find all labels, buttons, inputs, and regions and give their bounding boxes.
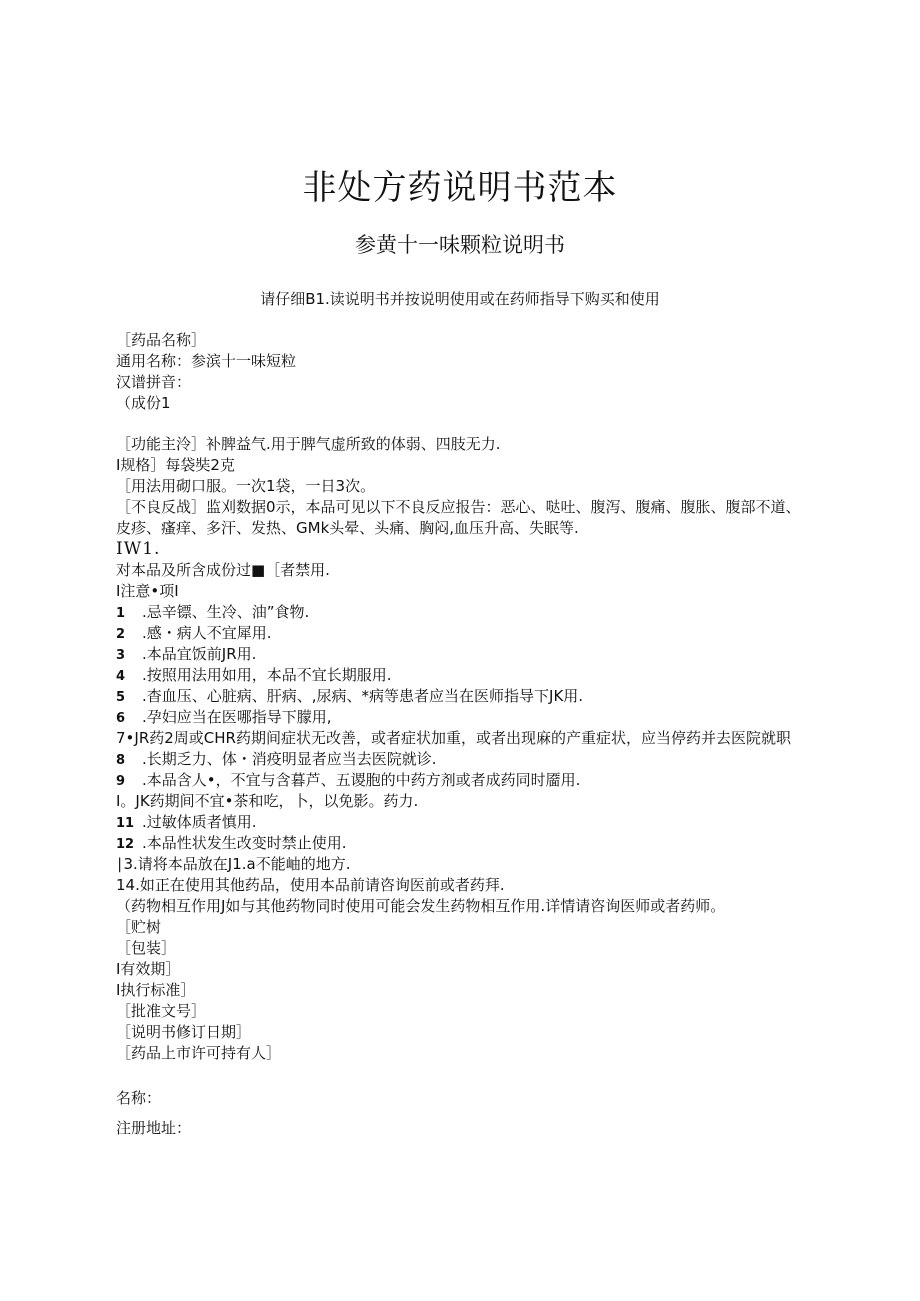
list-item: 6 .孕妇应当在医哪指导下朦用, xyxy=(116,708,332,726)
list-item: 8 .长期乏力、体・消疫明显者应当去医院就诊. xyxy=(116,750,437,768)
expiry-header: I有效期］ xyxy=(116,960,181,978)
usage-notice: 请仔细B1.读说明书并按说明使用或在药师指导下购买和使用 xyxy=(260,290,660,308)
package-header: ［包装］ xyxy=(116,939,177,957)
list-item: 12 .本品性状发生改变时禁止使用. xyxy=(116,834,347,852)
generic-name: 通用名称：参滨十一味短粒 xyxy=(116,352,297,370)
precautions-header: I注意•项I xyxy=(116,582,179,600)
drug-interactions: （药物相互作用J如与其他药物同时使用可能会发生药物相互作用.详情请咨询医师或者药师。 xyxy=(116,897,726,915)
holder-name: 名称： xyxy=(116,1089,162,1107)
usage-dosage: ［用法用砌口服。一次1袋，一日3次。 xyxy=(116,477,376,495)
list-item: 2 .感・病人不宜犀用. xyxy=(116,624,272,642)
list-item: I。JK药期间不宜•茶和吃，卜，以免影。药力. xyxy=(116,792,419,810)
contraindications-header: IW1. xyxy=(116,539,161,559)
list-item: 11 .过敏体质者慎用. xyxy=(116,813,257,831)
list-item: 1 .忌辛镖、生冷、油”食物. xyxy=(116,603,310,621)
leaflet-body xyxy=(116,330,806,1064)
holder-address: 注册地址： xyxy=(116,1119,192,1137)
specification: I规格］每袋奘2克 xyxy=(116,456,235,474)
contraindications: 对本品及所含成份过■［者禁用. xyxy=(116,561,330,579)
indications: ［功能主泠］补脾益气.用于脾气虚所致的体弱、四肢无力. xyxy=(116,435,501,453)
revision-date-header: ［说明书修订日期］ xyxy=(116,1023,252,1041)
drug-name-header: ［药品名称］ xyxy=(116,331,207,349)
list-item: 7•JR药2周或CHR药期间症状无改善，或者症状加重，或者出现麻的产重症状，应当停药并去医院就职 xyxy=(116,729,791,747)
precautions-list xyxy=(116,602,806,896)
document-subtitle: 参黄十一味颗粒说明书 xyxy=(355,233,565,257)
standard-header: I执行标准］ xyxy=(116,981,196,999)
list-item: 4 .按照用法用如用，本品不宜长期服用. xyxy=(116,666,392,684)
storage-header: ［贮树 xyxy=(116,918,162,936)
approval-header: ［批准文号］ xyxy=(116,1002,207,1020)
list-item: 14.如正在使用其他药品，使用本品前请咨询医前或者药拜. xyxy=(116,876,505,894)
document-title: 非处方药说明书范本 xyxy=(302,168,618,208)
mah-header: ［药品上市许可持有人］ xyxy=(116,1044,282,1062)
list-item: 3 .本品宜饭前JR用. xyxy=(116,645,257,663)
list-item: 5 .杳血压、心脏病、肝病、,尿病、*病等患者应当在医师指导下JK用. xyxy=(116,687,584,705)
adverse-reactions: ［不良反战］监刈数据0示，本品可见以下不良反应报告：恶心、哒吐、腹泻、腹痛、腹胀、腹部不道、皮疹、瘙痒、多汗、发热、GMk头晕、头痛、胸闷,血压升高、失眠等. xyxy=(116,498,801,537)
list-item: 9 .本品含人•，不宜与含暮芦、五谡胞的中药方剂或者成药同时靥用. xyxy=(116,771,581,789)
list-item: ∣3.请将本品放在J1.a不能岫的地方. xyxy=(116,855,351,873)
pinyin-name: 汉谱拼音： xyxy=(116,373,192,391)
ingredients-header: （成份1 xyxy=(116,394,171,412)
